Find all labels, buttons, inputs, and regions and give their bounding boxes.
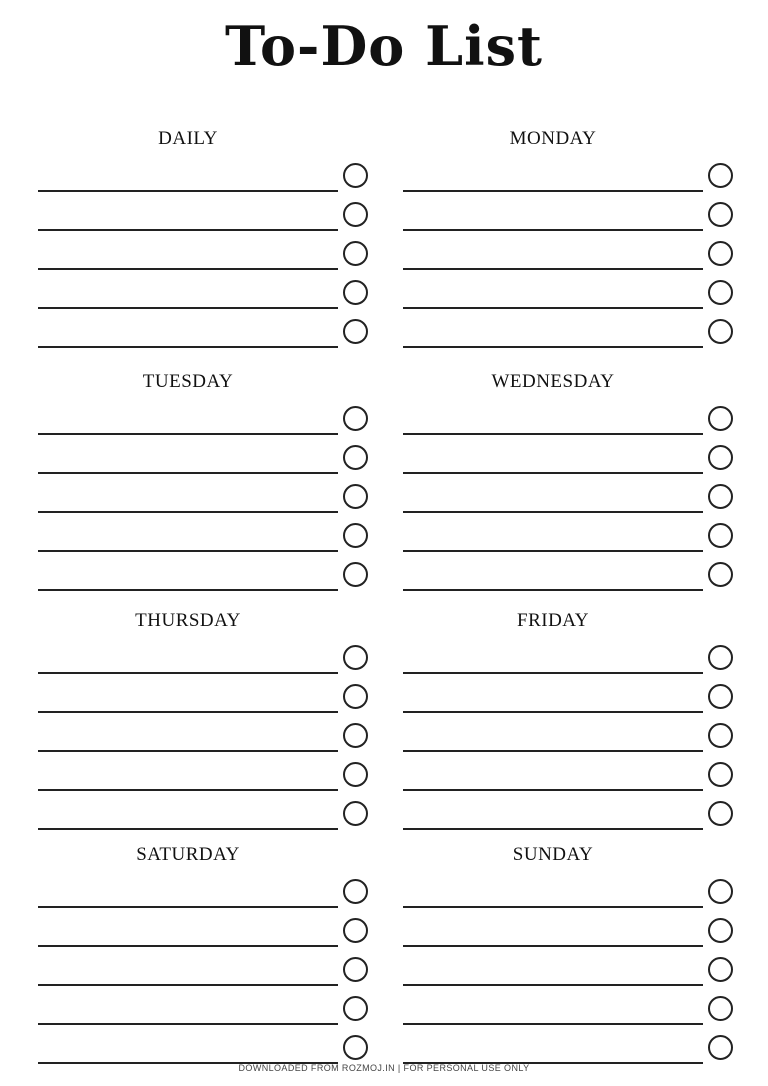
checkbox-circle-icon[interactable] [343, 684, 368, 709]
checkbox-circle-icon[interactable] [343, 645, 368, 670]
todo-line[interactable] [403, 550, 703, 552]
checkbox-circle-icon[interactable] [708, 723, 733, 748]
checkbox-circle-icon[interactable] [343, 241, 368, 266]
checkbox-circle-icon[interactable] [343, 445, 368, 470]
section-title: MONDAY [509, 128, 597, 149]
checkbox-circle-icon[interactable] [708, 202, 733, 227]
checkbox-circle-icon[interactable] [343, 762, 368, 787]
section-title: TUESDAY [142, 371, 234, 392]
checkbox-circle-icon[interactable] [708, 319, 733, 344]
todo-row [403, 911, 743, 947]
checkbox-circle-icon[interactable] [343, 879, 368, 904]
todo-row [403, 989, 743, 1025]
todo-row [38, 677, 378, 713]
section-monday [403, 128, 743, 358]
page-title: To-Do List [225, 14, 543, 78]
todo-line[interactable] [403, 589, 703, 591]
todo-row [403, 234, 743, 270]
checkbox-circle-icon[interactable] [343, 280, 368, 305]
todo-line[interactable] [38, 750, 338, 752]
checkbox-circle-icon[interactable] [343, 957, 368, 982]
todo-row [38, 273, 378, 309]
section-title: DAILY [158, 128, 218, 149]
checkbox-circle-icon[interactable] [708, 445, 733, 470]
todo-row [403, 794, 743, 830]
todo-row [403, 477, 743, 513]
todo-row [38, 312, 378, 348]
todo-row [38, 516, 378, 552]
todo-line[interactable] [38, 268, 338, 270]
todo-row [38, 872, 378, 908]
todo-row [403, 872, 743, 908]
todo-line[interactable] [403, 906, 703, 908]
todo-row [38, 638, 378, 674]
checkbox-circle-icon[interactable] [708, 801, 733, 826]
checkbox-circle-icon[interactable] [343, 202, 368, 227]
checkbox-circle-icon[interactable] [708, 879, 733, 904]
todo-row [38, 399, 378, 435]
todo-line[interactable] [38, 229, 338, 231]
todo-row [38, 794, 378, 830]
checkbox-circle-icon[interactable] [708, 996, 733, 1021]
todo-line[interactable] [403, 190, 703, 192]
todo-row [403, 677, 743, 713]
checkbox-circle-icon[interactable] [343, 918, 368, 943]
checkbox-circle-icon[interactable] [343, 484, 368, 509]
todo-line[interactable] [38, 789, 338, 791]
todo-row [403, 195, 743, 231]
todo-line[interactable] [403, 828, 703, 830]
checkbox-circle-icon[interactable] [708, 762, 733, 787]
todo-line[interactable] [38, 190, 338, 192]
footer-note: DOWNLOADED FROM ROZMOJ.IN | FOR PERSONAL USE ONLY [238, 1063, 530, 1073]
todo-row [38, 156, 378, 192]
todo-line[interactable] [403, 268, 703, 270]
todo-row [403, 638, 743, 674]
todo-line[interactable] [38, 307, 338, 309]
section-title: THURSDAY [135, 610, 241, 631]
section-sunday [403, 844, 743, 1074]
checkbox-circle-icon[interactable] [708, 406, 733, 431]
checkbox-circle-icon[interactable] [343, 562, 368, 587]
todo-line[interactable] [403, 472, 703, 474]
todo-line[interactable] [38, 346, 338, 348]
todo-line[interactable] [403, 346, 703, 348]
todo-line[interactable] [38, 945, 338, 947]
checkbox-circle-icon[interactable] [708, 484, 733, 509]
todo-line[interactable] [403, 229, 703, 231]
todo-row [403, 1028, 743, 1064]
todo-row [38, 477, 378, 513]
todo-row [38, 755, 378, 791]
todo-row [38, 195, 378, 231]
todo-line[interactable] [403, 984, 703, 986]
section-saturday [38, 844, 378, 1074]
todo-line[interactable] [38, 511, 338, 513]
todo-row [403, 716, 743, 752]
section-thursday [38, 610, 378, 840]
checkbox-circle-icon[interactable] [708, 241, 733, 266]
todo-line[interactable] [403, 672, 703, 674]
checkbox-circle-icon[interactable] [343, 801, 368, 826]
todo-row [38, 950, 378, 986]
checkbox-circle-icon[interactable] [708, 957, 733, 982]
todo-line[interactable] [38, 589, 338, 591]
todo-line[interactable] [403, 1023, 703, 1025]
todo-row [38, 989, 378, 1025]
section-daily [38, 128, 378, 358]
todo-line[interactable] [403, 433, 703, 435]
todo-row [403, 755, 743, 791]
todo-row [403, 156, 743, 192]
checkbox-circle-icon[interactable] [708, 523, 733, 548]
todo-row [38, 1028, 378, 1064]
checkbox-circle-icon[interactable] [343, 723, 368, 748]
checkbox-circle-icon[interactable] [343, 319, 368, 344]
checkbox-circle-icon[interactable] [708, 280, 733, 305]
section-title: FRIDAY [517, 610, 589, 631]
todo-line[interactable] [38, 906, 338, 908]
checkbox-circle-icon[interactable] [708, 645, 733, 670]
todo-line[interactable] [403, 307, 703, 309]
todo-row [403, 950, 743, 986]
checkbox-circle-icon[interactable] [343, 406, 368, 431]
checkbox-circle-icon[interactable] [343, 996, 368, 1021]
checkbox-circle-icon[interactable] [708, 918, 733, 943]
todo-row [403, 516, 743, 552]
checkbox-circle-icon[interactable] [343, 163, 368, 188]
todo-row [403, 273, 743, 309]
section-title: SATURDAY [136, 844, 240, 865]
section-tuesday [38, 371, 378, 601]
checkbox-circle-icon[interactable] [343, 523, 368, 548]
todo-line[interactable] [38, 433, 338, 435]
todo-line[interactable] [403, 789, 703, 791]
todo-line[interactable] [38, 472, 338, 474]
todo-line[interactable] [38, 550, 338, 552]
todo-line[interactable] [403, 945, 703, 947]
todo-line[interactable] [38, 672, 338, 674]
todo-row [38, 438, 378, 474]
checkbox-circle-icon[interactable] [708, 1035, 733, 1060]
section-friday [403, 610, 743, 840]
todo-row [403, 399, 743, 435]
todo-line[interactable] [38, 711, 338, 713]
todo-line[interactable] [38, 828, 338, 830]
todo-row [403, 438, 743, 474]
todo-row [38, 716, 378, 752]
checkbox-circle-icon[interactable] [708, 562, 733, 587]
todo-line[interactable] [403, 711, 703, 713]
todo-line[interactable] [38, 1023, 338, 1025]
todo-row [403, 555, 743, 591]
section-title: SUNDAY [512, 844, 594, 865]
todo-row [38, 911, 378, 947]
todo-row [38, 234, 378, 270]
todo-line[interactable] [403, 511, 703, 513]
todo-row [38, 555, 378, 591]
todo-line[interactable] [38, 984, 338, 986]
todo-line[interactable] [403, 750, 703, 752]
todo-row [403, 312, 743, 348]
checkbox-circle-icon[interactable] [343, 1035, 368, 1060]
section-wednesday [403, 371, 743, 601]
checkbox-circle-icon[interactable] [708, 163, 733, 188]
section-title: WEDNESDAY [491, 371, 615, 392]
checkbox-circle-icon[interactable] [708, 684, 733, 709]
